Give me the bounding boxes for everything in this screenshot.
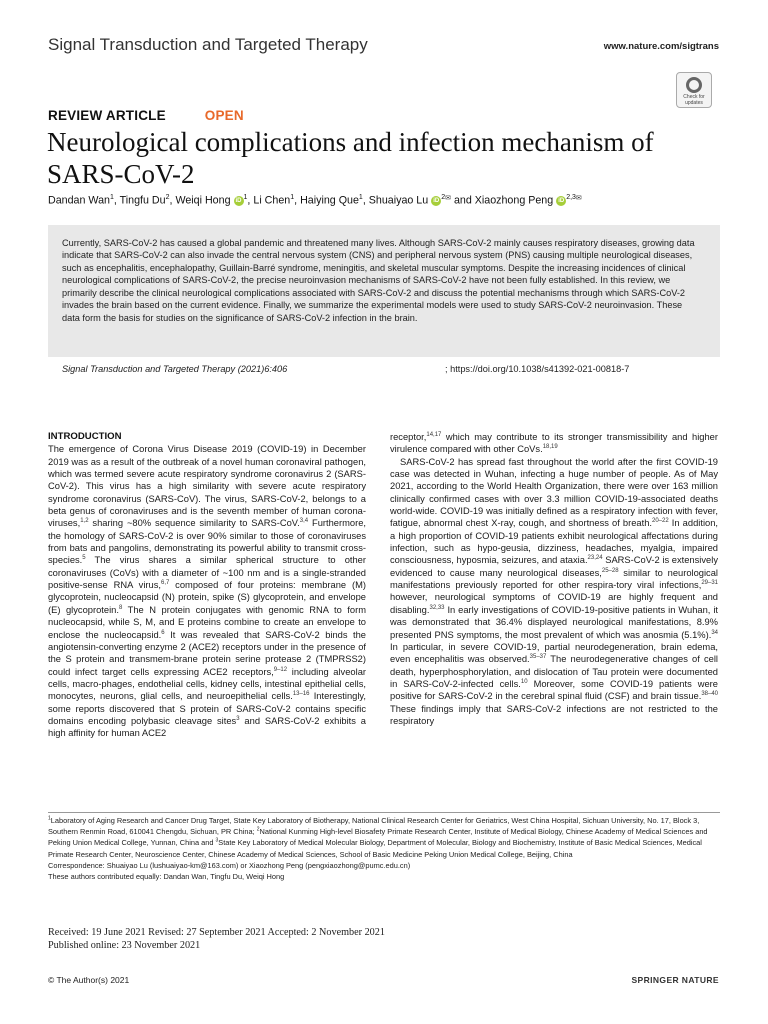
journal-name: Signal Transduction and Targeted Therapy [48, 35, 368, 54]
author-name[interactable]: Dandan Wan [48, 194, 110, 207]
reference-citation[interactable]: 20–22 [652, 518, 669, 525]
reference-citation[interactable]: 25–28 [601, 567, 619, 574]
affiliation-marker: 2 [256, 826, 260, 833]
section-heading-introduction: INTRODUCTION [48, 431, 122, 442]
introduction-paragraph-1: The emergence of Corona Virus Disease 2019 (COVID-19) in December 2019 was as a result of the outbreak of a novel human coronaviral pathogen, which was termed severe acute respiratory syndrome coronavirus 2 (SARS-CoV-2). This virus has a high similarity with severe acute respiratory syndrome coronavirus (SARS-CoV). The virus, SARS-CoV-2, belongs to a beta genus of coronaviruses and is the seventh member of human corona-viruses,$^{1,2}$ sharing ~80% sequence similarity to SARS-CoV.$^{3,4}$ Furthermore, the homology of SARS-CoV-2 is over 90% similar to those of coronaviruses from bats and pangolins, demonstrating its powerful ability to transmit cross-species.$^5$ The virus shares a similar spherical structure to other coronaviruses (CoVs) with a diameter of ~100 nm and is a single-stranded positive-sense RNA virus,$^{6,7}$ composed of four proteins: membrane (M) glycoprotein, nucleocapsid (N) protein, spike (S) glycoprotein, and envelope (E) glycoprotein.$^8$ The N protein conjugates with genomic RNA to form nucleocapsid, while S, M, and E proteins combine to create an envelope to enclose the nucleocapsid.$^6$ It was revealed that SARS-CoV-2 binds the angiotensin-converting enzyme 2 (ACE2) receptors under in the presence of the S protein and transmem-brane protein serine protease 2 (TMPRSS2) could infect target cells expressing ACE2 receptors,$^{9-12}$ including alveolar cells, macro-phages, endothelial cells, kidney cells, intestinal epithelial cells, monocytes, neurons, glial cells, and neuroepithelial cells.$^{13-16}$ Interestingly, some reports discovered that S protein of SARS-CoV-2 contains specific domains encoding polybasic cleavage sites$^3$ and SARS-CoV-2 exhibits a high affinity for human ACE2 [48, 444, 366, 739]
doi-link[interactable]: ; https://doi.org/10.1038/s41392-021-00818-7 [445, 364, 630, 374]
reference-citation[interactable]: 14,17 [426, 431, 442, 438]
reference-citation[interactable]: 13–16 [292, 691, 310, 698]
reference-citation[interactable]: 38–40 [701, 691, 718, 698]
correspondence-text: Correspondence: Shuaiyao Lu (lushuaiyao-km@163.com) or Xiaozhong Peng (pengxiaozhong@pumc.edu.cn) [48, 860, 411, 870]
reference-citation[interactable]: 35–37 [529, 654, 547, 661]
reference-citation[interactable]: 29–31 [701, 580, 718, 587]
author-name[interactable]: Weiqi Hong [175, 194, 231, 207]
reference-citation[interactable]: 6,7 [160, 580, 170, 587]
article-type-label: REVIEW ARTICLE [48, 108, 166, 123]
check-for-updates-badge[interactable] [676, 72, 712, 108]
footnote-divider [48, 812, 720, 813]
author-affiliation: 1 [290, 194, 295, 201]
journal-url-link[interactable]: www.nature.com/sigtrans [603, 41, 719, 52]
published-online-date: Published online: 23 November 2021 [48, 939, 201, 951]
author-name[interactable]: Li Chen [253, 194, 291, 207]
article-title: Neurological complications and infection mechanism of SARS-CoV-2 [47, 127, 654, 189]
abstract-text: Currently, SARS-CoV-2 has caused a global pandemic and threatened many lives. Although SARS-CoV-2 mainly causes respiratory diseases, growing data indicate that SARS-CoV-2 can also invade the central nervous system (CNS) and peripheral nervous system (PNS) causing multiple neurological diseases, such as encephalitis, encephalopathy, Guillain-Barré syndrome, meningitis, and skeletal muscular symptoms. Despite the increasing incidences of clinical neurological complications of SARS-CoV-2, the precise neuroinvasion mechanisms of SARS-CoV-2 have not been fully established. In this review, we primarily describe the clinical neurological complications associated with SARS-CoV-2 and discuss the potential mechanisms through which SARS-CoV-2 invades the brain based on the current evidence. Finally, we summarize the experimental models were used to study SARS-CoV-2 neuroinvasion. These data form the basis for studies on the significance of SARS-CoV-2 infection in the brain. [62, 238, 695, 323]
reference-citation[interactable]: 10 [520, 678, 528, 685]
orcid-icon[interactable]: iD [558, 197, 565, 204]
author-name[interactable]: Tingfu Du [119, 194, 166, 207]
affiliation-marker: 1 [48, 815, 51, 822]
author-list: Dandan Wan$^1$, Tingfu Du$^2$, Weiqi Hong iD $^1$, Li Chen$^1$, Haiying Que$^1$, Shuaiyao Lu iD $^{2✉}$ and Xiaozhong Peng iD $^{2,3✉}$ [48, 194, 582, 207]
author-name[interactable]: Haiying Que [300, 194, 359, 207]
reference-citation[interactable]: 6 [161, 629, 165, 636]
publisher-logo: SPRINGER NATURE [631, 975, 719, 985]
introduction-paragraph-2: SARS-CoV-2 has spread fast throughout the world after the first COVID-19 case was detected in Wuhan, infecting a huge number of people. As of May 2021, according to the World Health Organization, there were over 163 million clinically confirmed cases with over 3.3 million COVID-19-associated deaths world-wide. COVID-19 was initially defined as a respiratory infection with fever, fatigue, abnormal chest X-ray, cough, and shortness of breath.$^{20-22}$ In addition, a high proportion of COVID-19 patients exhibit neurological affectations during infection, such as hypo-geusia, dizziness, headaches, myalgia, impaired consciousness, hyposmia, seizures, and ataxia.$^{23,24}$ SARS-CoV-2 is extensively evidenced to cause many neurological diseases,$^{25-28}$ similar to neurological manifestations previously reported for other respira-tory viral infections,$^{29-31}$ however, neurological symptoms of COVID-19 are highly frequent and disabling.$^{32,33}$ In early investigations of COVID-19-positive patients in Wuhan, it was demonstrated that 36.4% displayed neurological manifestations, 8.9% presented PNS symptoms, the most prevalent of which was anosmia (5.1%).$^{34}$ In particular, in severe COVID-19, partial neurodegeneration, brain edema, even encephalitis was observed.$^{35-37}$ The neurodegenerative changes of cell death, hyperphosphorylation, and dislocation of Tau protein were documented in SARS-CoV-2-infected cells.$^{10}$ Moreover, some COVID-19 patients were positive for SARS-CoV-2 in the cerebral spinal fluid (CSF) and brain tissue.$^{38-40}$ These findings imply that SARS-CoV-2 infections are not restricted to the respiratory [390, 456, 719, 726]
author-affiliation: 1 [358, 194, 363, 201]
received-revised-accepted-dates: Received: 19 June 2021 Revised: 27 September 2021 Accepted: 2 November 2021 [48, 927, 385, 938]
equal-contribution-text: These authors contributed equally: Dandan Wan, Tingfu Du, Weiqi Hong [48, 872, 285, 882]
corresponding-author-email-icon[interactable]: ✉ [445, 195, 451, 202]
reference-citation[interactable]: 3,4 [299, 518, 309, 525]
article-dates [48, 927, 720, 952]
author-affiliation: 2 [441, 194, 446, 201]
reference-citation[interactable]: 9–12 [273, 666, 288, 673]
body-column-right [390, 431, 718, 727]
reference-citation[interactable]: 23,24 [587, 555, 603, 562]
author-affiliation: 2 [165, 194, 170, 201]
affiliations-text: $^1$Laboratory of Aging Research and Cancer Drug Target, State Key Laboratory of Biotherapy, National Clinical Research Center for Geriatrics, West China Hospital, Sichuan University, No. 17, Block 3, Southern Renmin Road, 610041 Chengdu, Sichuan, PR China; $^2$National Kunming High-level Biosafety Primate Research Center, Institute of Medical Biology, Chinese Academy of Medical Sciences and Peking Union Medical College, Yunnan, China and $^3$State Key Laboratory of Medical Molecular Biology, Department of Molecular, Biology and Biochemistry, Institute of Basic Medical Sciences, Medical Primate Research Center, Neuroscience Center, Chinese Academy of Medical Sciences, School of Basic Medicine Peking Union Medical College, Beijing, China [48, 815, 708, 859]
reference-citation[interactable]: 32,33 [429, 604, 445, 611]
reference-citation[interactable]: 3 [236, 715, 240, 722]
citation-row [62, 364, 712, 374]
orcid-icon[interactable]: iD [235, 197, 242, 204]
author-name[interactable]: Xiaozhong Peng [474, 194, 554, 207]
author-name[interactable]: Shuaiyao Lu [368, 194, 429, 207]
footnotes [48, 815, 720, 882]
author-affiliation: 1 [243, 194, 248, 201]
reference-citation[interactable]: 18,19 [542, 444, 558, 451]
check-updates-label: Check for updates [683, 94, 705, 106]
author-affiliation: 1 [110, 194, 114, 201]
reference-citation[interactable]: 1,2 [80, 518, 89, 525]
reference-citation[interactable]: 5 [82, 555, 86, 562]
reference-citation[interactable]: 8 [118, 604, 123, 611]
article-type-row [48, 108, 244, 123]
introduction-paragraph-1-continued: receptor,$^{14,17}$ which may contribute to its stronger transmissibility and higher virulence compared with other CoVs.$^{18,19}$ [390, 431, 718, 455]
orcid-icon[interactable]: iD [433, 197, 440, 204]
copyright-notice: © The Author(s) 2021 [48, 975, 130, 985]
reference-citation[interactable]: 34 [711, 629, 718, 636]
open-access-label: OPEN [204, 108, 244, 123]
corresponding-author-email-icon[interactable]: ✉ [575, 195, 582, 202]
affiliation-marker: 3 [215, 837, 219, 844]
citation-reference: Signal Transduction and Targeted Therapy (2021)6:406 [62, 364, 288, 374]
author-affiliation: 2,3 [566, 194, 576, 201]
check-updates-icon [686, 77, 702, 93]
body-column-left [48, 431, 366, 740]
